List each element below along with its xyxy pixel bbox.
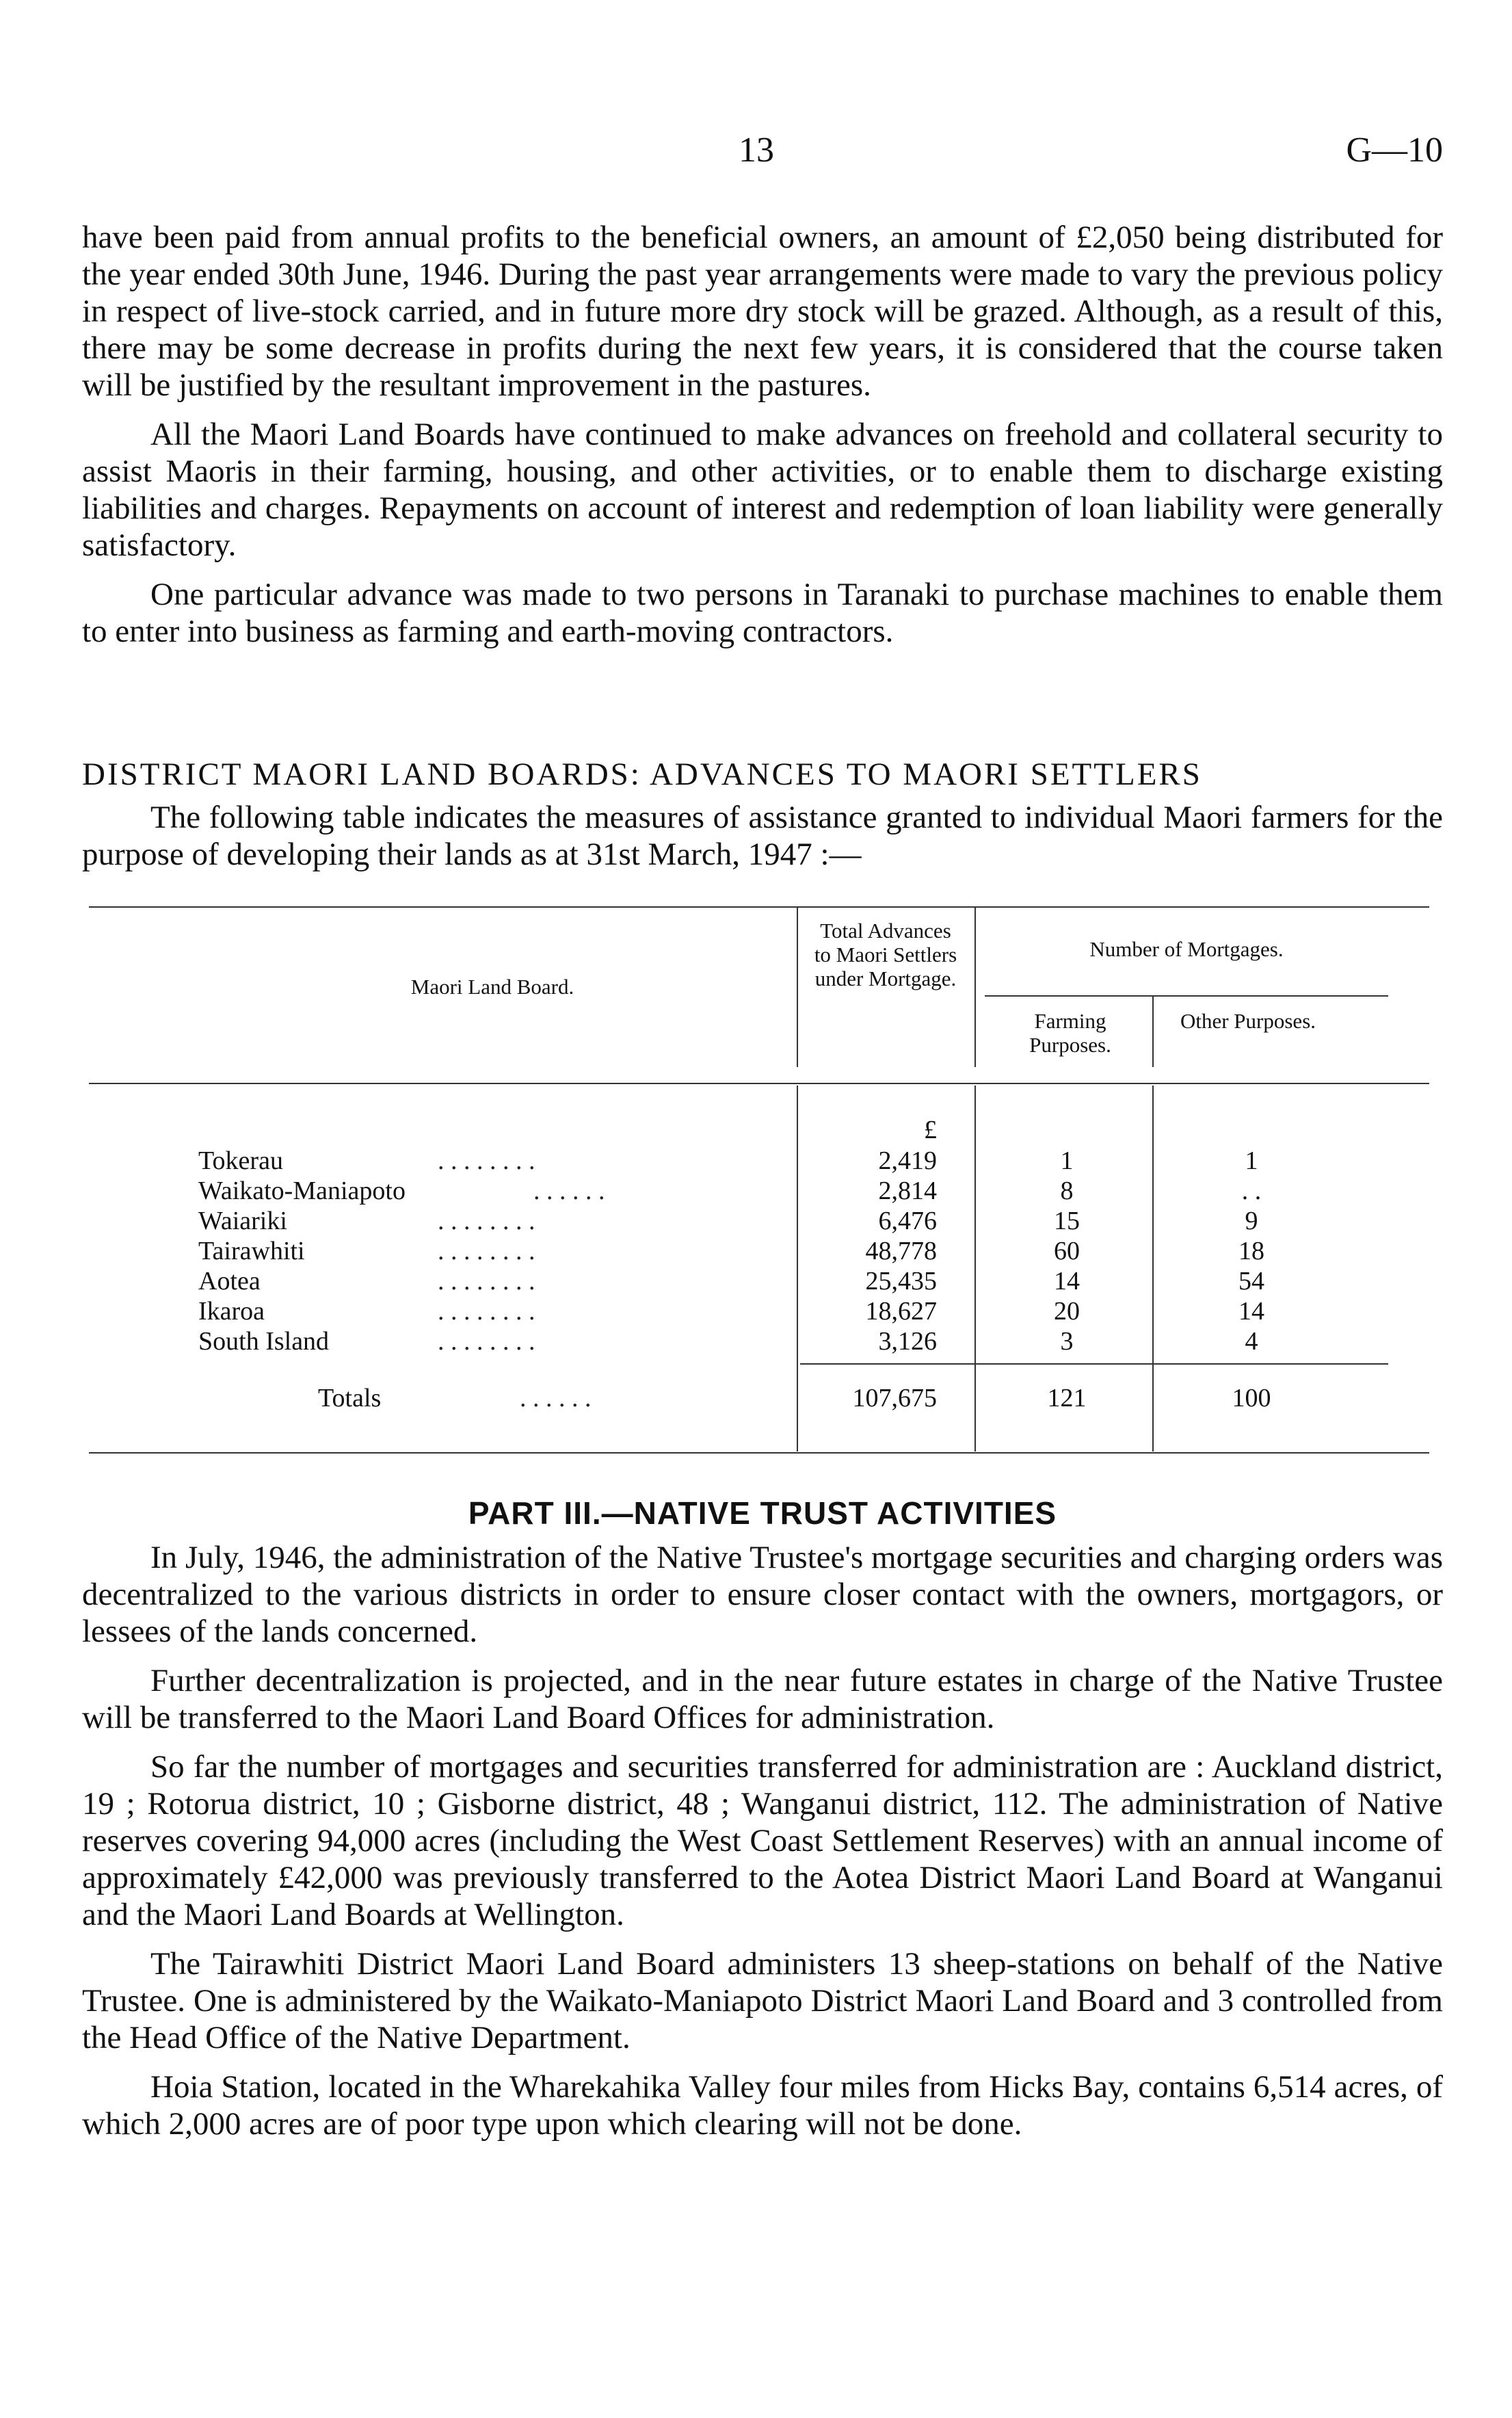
other-value: 54 bbox=[1238, 1267, 1264, 1296]
leader-dots: . . . . . . bbox=[520, 1384, 592, 1412]
board-name: Aotea bbox=[198, 1267, 261, 1296]
table-vrule bbox=[1152, 997, 1154, 1067]
leader-dots: . . . . . . . . bbox=[438, 1237, 535, 1265]
paragraph: The following table indicates the measures of assistance granted to individual Maori farmers for the purpose of developing their lands as at 31st March, 1947 :— bbox=[82, 800, 1443, 872]
other-value: 18 bbox=[1238, 1237, 1264, 1265]
advances-table bbox=[82, 906, 1443, 1460]
leader-dots: . . . . . . . . bbox=[438, 1267, 535, 1296]
farming-value: 14 bbox=[1054, 1267, 1080, 1296]
board-name: Waikato-Maniapoto bbox=[198, 1177, 406, 1205]
paragraph: One particular advance was made to two persons in Taranaki to purchase machines to enable them to enter into business as farming and earth-moving contractors. bbox=[82, 577, 1443, 649]
paragraph: have been paid from annual profits to the beneficial owners, an amount of £2,050 being distributed for the year ended 30th June, 1946. During the past year arrangements were made to vary the previous policy in respect of live-stock carried, and in future more dry stock will be grazed. Although, as a result of this, there may be some decrease in profits during the next few years, it is considered that the course taken will be justified by the resultant improvement in the pastures. bbox=[82, 220, 1443, 403]
leader-dots: . . . . . . . . bbox=[438, 1146, 535, 1175]
other-value: 4 bbox=[1245, 1327, 1258, 1356]
page-number: 13 bbox=[739, 131, 774, 170]
advances-value: 48,778 bbox=[865, 1237, 937, 1265]
paragraph: The Tairawhiti District Maori Land Board administers 13 sheep-stations on behalf of the Native Trustee. One is administered by the Waikato-Maniapoto District Maori Land Board and 3 controlled from the Head Office of the Native Department. bbox=[82, 1946, 1443, 2055]
farming-value: 60 bbox=[1054, 1237, 1080, 1265]
board-name: Waiariki bbox=[198, 1207, 287, 1235]
part-three-text bbox=[82, 1539, 1443, 2155]
leader-dots: . . . . . . . . bbox=[438, 1297, 535, 1326]
header-board: Maori Land Board. bbox=[410, 975, 574, 999]
farming-value: 15 bbox=[1054, 1207, 1080, 1235]
table-vrule bbox=[1152, 1086, 1154, 1451]
section-heading-advances: DISTRICT MAORI LAND BOARDS: ADVANCES TO MAORI SETTLERS bbox=[82, 757, 1202, 792]
header-farming: Farming Purposes. bbox=[1029, 1009, 1111, 1057]
totals-label: Totals bbox=[318, 1384, 382, 1412]
table-vrule bbox=[974, 1086, 976, 1451]
part-three-heading: PART III.—NATIVE TRUST ACTIVITIES bbox=[468, 1495, 1057, 1531]
page-header bbox=[82, 130, 1443, 178]
table-vrule bbox=[974, 906, 976, 1067]
farming-value: 3 bbox=[1060, 1327, 1074, 1356]
paragraph: Hoia Station, located in the Wharekahika Valley four miles from Hicks Bay, contains 6,514 acres, of which 2,000 acres are of poor type upon which clearing will not be done. bbox=[82, 2069, 1443, 2142]
table-bottom-rule bbox=[89, 1452, 1429, 1454]
section-intro bbox=[82, 799, 1443, 885]
document-reference: G—10 bbox=[1346, 131, 1443, 170]
table-header-rule bbox=[89, 1083, 1429, 1084]
header-other: Other Purposes. bbox=[1180, 1009, 1316, 1033]
advances-value: 18,627 bbox=[865, 1297, 937, 1326]
leader-dots: . . . . . . . . bbox=[438, 1327, 535, 1356]
currency-symbol: £ bbox=[924, 1116, 937, 1144]
other-value: 1 bbox=[1245, 1146, 1258, 1175]
total-other: 100 bbox=[1232, 1384, 1271, 1412]
board-name: Tokerau bbox=[198, 1146, 283, 1175]
other-value: 9 bbox=[1245, 1207, 1258, 1235]
farming-value: 20 bbox=[1054, 1297, 1080, 1326]
leader-dots: . . . . . . bbox=[533, 1177, 605, 1205]
total-advances: 107,675 bbox=[852, 1384, 937, 1412]
farming-value: 1 bbox=[1060, 1146, 1074, 1175]
header-number-of-mortgages: Number of Mortgages. bbox=[1089, 937, 1284, 961]
other-value: 14 bbox=[1238, 1297, 1264, 1326]
farming-value: 8 bbox=[1060, 1177, 1074, 1205]
advances-value: 3,126 bbox=[878, 1327, 937, 1356]
total-farming: 121 bbox=[1047, 1384, 1087, 1412]
advances-value: 2,419 bbox=[878, 1146, 937, 1175]
advances-value: 2,814 bbox=[878, 1177, 937, 1205]
table-subheader-rule bbox=[985, 995, 1388, 997]
header-total-advances: Total Advances to Maori Settlers under Mortgage. bbox=[814, 919, 957, 990]
paragraph: Further decentralization is projected, and in the near future estates in charge of the Native Trustee will be transferred to the Maori Land Board Offices for administration. bbox=[82, 1663, 1443, 1735]
advances-value: 25,435 bbox=[865, 1267, 937, 1296]
paragraph: So far the number of mortgages and securities transferred for administration are : Auckland district, 19 ; Rotorua district, 10 ; Gisborne district, 48 ; Wanganui district, 112. The administration of Native reserves covering 94,000 acres (including the West Coast Settlement Reserves) with an annual income of approximately £42,000 was previously transferred to the Aotea District Maori Land Board at Wanganui and the Maori Land Boards at Wellington. bbox=[82, 1749, 1443, 1932]
other-value: . . bbox=[1241, 1177, 1262, 1205]
board-name: Ikaroa bbox=[198, 1297, 265, 1326]
advances-value: 6,476 bbox=[878, 1207, 937, 1235]
table-totals-rule bbox=[800, 1363, 1388, 1365]
table-vrule bbox=[797, 906, 798, 1067]
table-top-rule bbox=[89, 906, 1429, 908]
paragraph: All the Maori Land Boards have continued to make advances on freehold and collateral security to assist Maoris in their farming, housing, and other activities, or to enable them to discharge existing liabilities and charges. Repayments on account of interest and redemption of loan liability were generally satisfactory. bbox=[82, 417, 1443, 563]
leader-dots: . . . . . . . . bbox=[438, 1207, 535, 1235]
intro-text bbox=[82, 219, 1443, 662]
board-name: South Island bbox=[198, 1327, 330, 1356]
board-name: Tairawhiti bbox=[198, 1237, 305, 1265]
paragraph: In July, 1946, the administration of the Native Trustee's mortgage securities and charging orders was decentralized to the various districts in order to ensure closer contact with the owners, mortgagors, or lessees of the lands concerned. bbox=[82, 1540, 1443, 1649]
